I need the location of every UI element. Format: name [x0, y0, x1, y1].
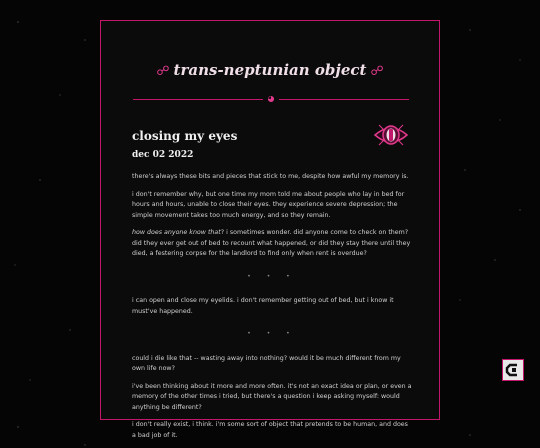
post-paragraph: there's always these bits and pieces that stick to me, despite how awful my memory is.	[132, 173, 409, 180]
corner-logo-icon	[503, 360, 523, 380]
post-paragraph: i don't really exist, i think. i'm some sort of object that pretends to be human, and does a bad job of it.	[132, 421, 408, 439]
post-paragraph: could i die like that -- wasting away into nothing? would it be much different from my own life now?	[132, 354, 401, 372]
eye-badge-icon	[373, 119, 409, 151]
link-icon: ☍	[156, 64, 170, 79]
section-separator: • • •	[247, 272, 297, 280]
corner-logo-button[interactable]	[502, 359, 524, 381]
post-title: closing my eyes	[132, 129, 238, 143]
link-icon: ☍	[370, 64, 384, 79]
post-paragraph: i can open and close my eyelids. i don't remember getting out of bed, but i know it must've happened.	[132, 297, 394, 315]
post-paragraph: i've been thinking about it more and more often. it's not an exact idea or plan, or even a memory of the other times i tried, but there's a question i keep asking myself: would anything be different?	[132, 382, 412, 411]
section-separator: • • •	[247, 330, 297, 337]
post-paragraph-rest: ? i sometimes wonder. did anyone come to check on them? did they ever get out of bed to recount what happened, or did they stay there until they died, a festering corpse for the landlord to find only when rent is overdue?	[132, 229, 411, 257]
post-paragraph: i don't remember why, but one time my mom told me about people who lay in bed for hours and hours, unable to close their eyes. they experience severe depression; the simple movement takes too much energy, and so they remain.	[132, 190, 405, 219]
site-title-text[interactable]: trans-neptunian object	[173, 61, 367, 79]
blog-post-panel	[100, 20, 440, 439]
post-date: dec 02 2022	[132, 150, 194, 160]
post-paragraph	[132, 228, 412, 260]
site-title[interactable]	[101, 61, 439, 79]
divider-ornament-icon: ◕	[263, 94, 279, 104]
post-body	[132, 172, 412, 448]
post-emphasis: how does anyone know that	[132, 229, 221, 236]
